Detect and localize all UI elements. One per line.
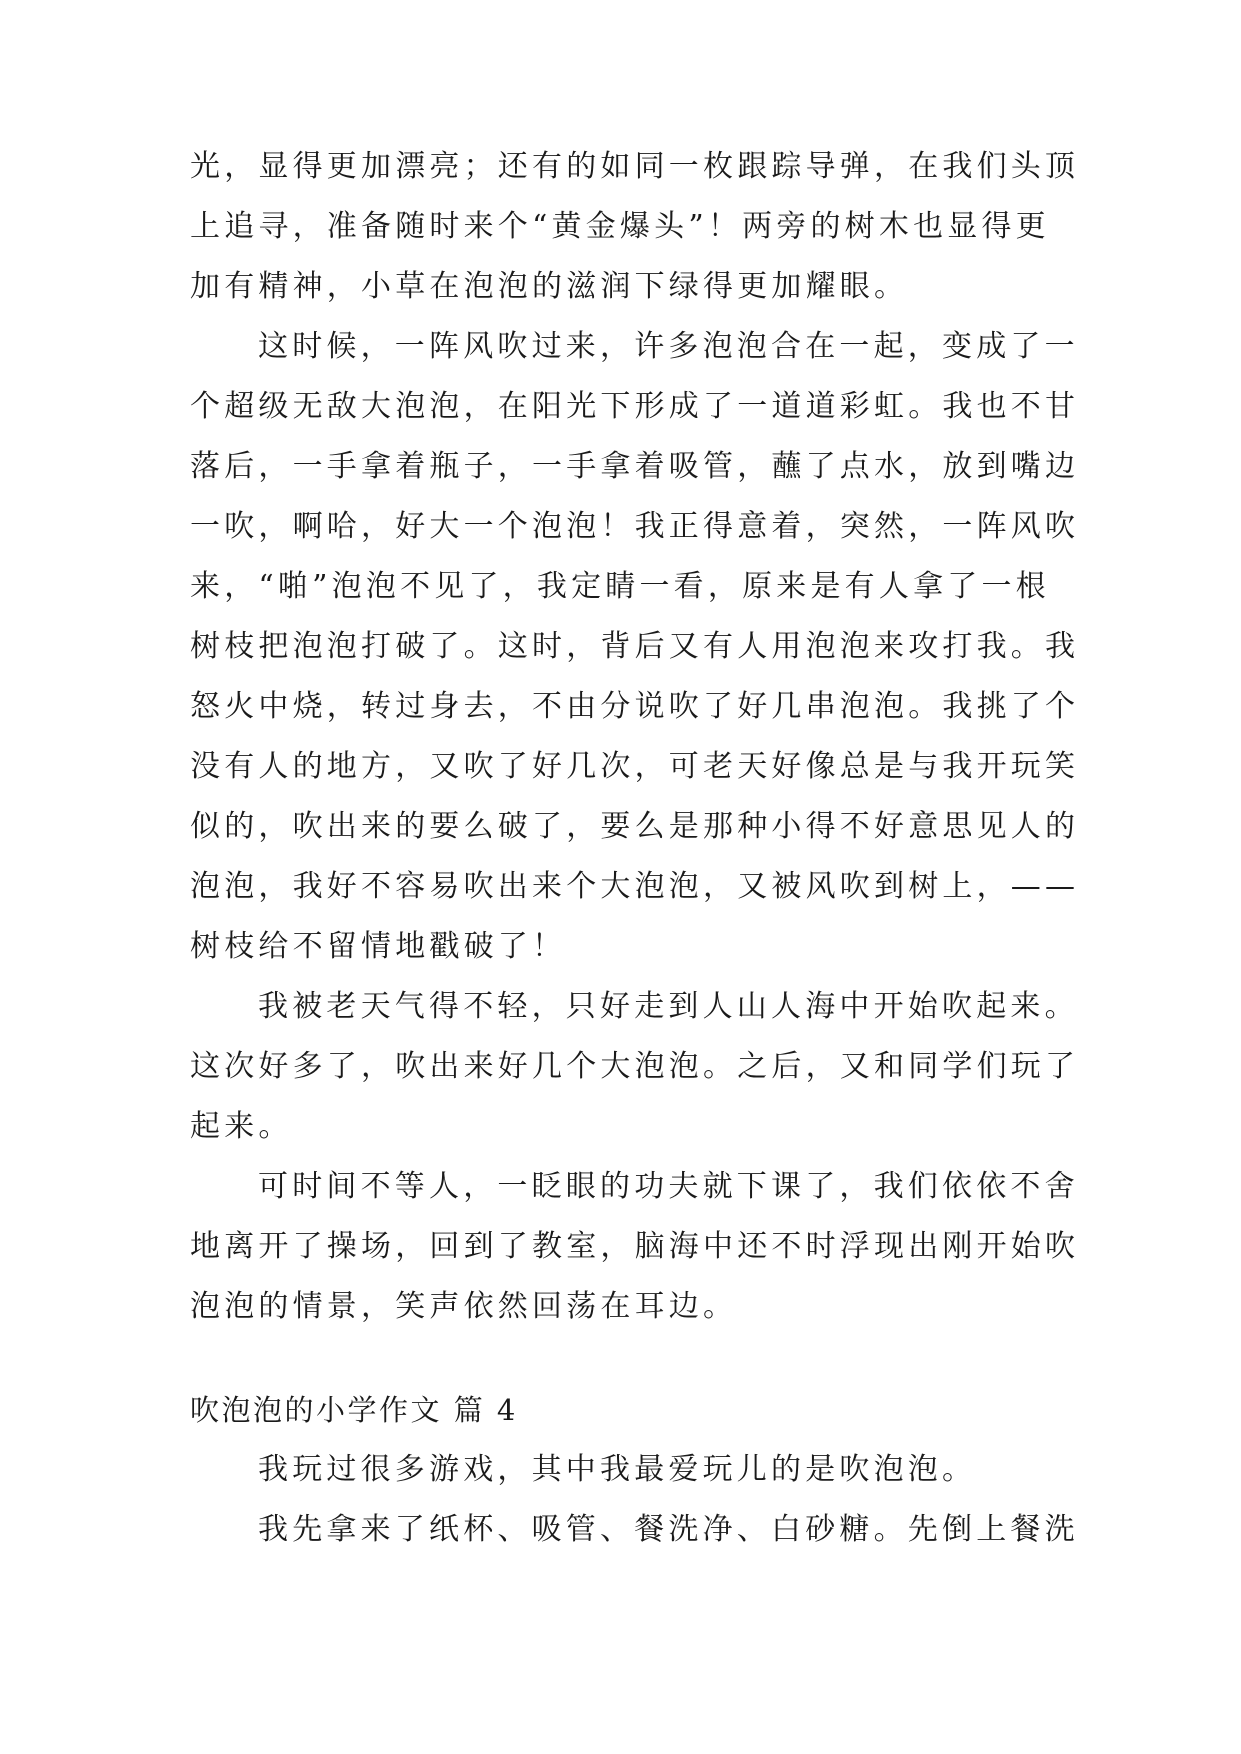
text-line: 似的，吹出来的要么破了，要么是那种小得不好意思见人的	[190, 809, 1080, 844]
text-line: 我玩过很多游戏，其中我最爱玩儿的是吹泡泡。	[258, 1452, 977, 1487]
text-line: 泡泡，我好不容易吹出来个大泡泡，又被风吹到树上，——	[190, 869, 1080, 904]
text-line: 个超级无敌大泡泡，在阳光下形成了一道道彩虹。我也不甘	[190, 389, 1080, 424]
text-line: 来，“啪”泡泡不见了，我定睛一看，原来是有人拿了一根	[190, 569, 1050, 604]
text-line: 我被老天气得不轻，只好走到人山人海中开始吹起来。	[258, 989, 1079, 1024]
text-line: 光，显得更加漂亮；还有的如同一枚跟踪导弹，在我们头顶	[190, 149, 1080, 184]
text-line: 地离开了操场，回到了教室，脑海中还不时浮现出刚开始吹	[190, 1229, 1080, 1264]
text-line: 这时候，一阵风吹过来，许多泡泡合在一起，变成了一	[258, 329, 1079, 364]
paragraph	[190, 977, 1080, 1157]
text-line: 加有精神，小草在泡泡的滋润下绿得更加耀眼。	[190, 269, 909, 304]
text-line: 一吹，啊哈，好大一个泡泡！我正得意着，突然，一阵风吹	[190, 509, 1080, 544]
text-line: 落后，一手拿着瓶子，一手拿着吸管，蘸了点水，放到嘴边	[190, 449, 1080, 484]
text-line: 上追寻，准备随时来个“黄金爆头”！两旁的树木也显得更	[190, 209, 1050, 244]
text-line: 树枝把泡泡打破了。这时，背后又有人用泡泡来攻打我。我	[190, 629, 1080, 664]
text-line: 怒火中烧，转过身去，不由分说吹了好几串泡泡。我挑了个	[190, 689, 1080, 724]
text-line: 泡泡的情景，笑声依然回荡在耳边。	[190, 1289, 738, 1324]
article-body	[190, 137, 1080, 1337]
text-line: 可时间不等人，一眨眼的功夫就下课了，我们依依不舍	[258, 1169, 1079, 1204]
paragraph	[190, 1157, 1080, 1337]
text-line: 起来。	[190, 1109, 293, 1144]
section-4	[190, 1380, 1079, 1560]
paragraph	[190, 317, 1080, 977]
text-line: 我先拿来了纸杯、吸管、餐洗净、白砂糖。先倒上餐洗	[258, 1512, 1079, 1547]
text-line: 这次好多了，吹出来好几个大泡泡。之后，又和同学们玩了	[190, 1049, 1080, 1084]
paragraph	[190, 137, 1080, 317]
text-line: 树枝给不留情地戳破了！	[190, 929, 567, 964]
section-heading: 吹泡泡的小学作文 篇 4	[190, 1393, 518, 1427]
text-line: 没有人的地方，又吹了好几次，可老天好像总是与我开玩笑	[190, 749, 1080, 784]
